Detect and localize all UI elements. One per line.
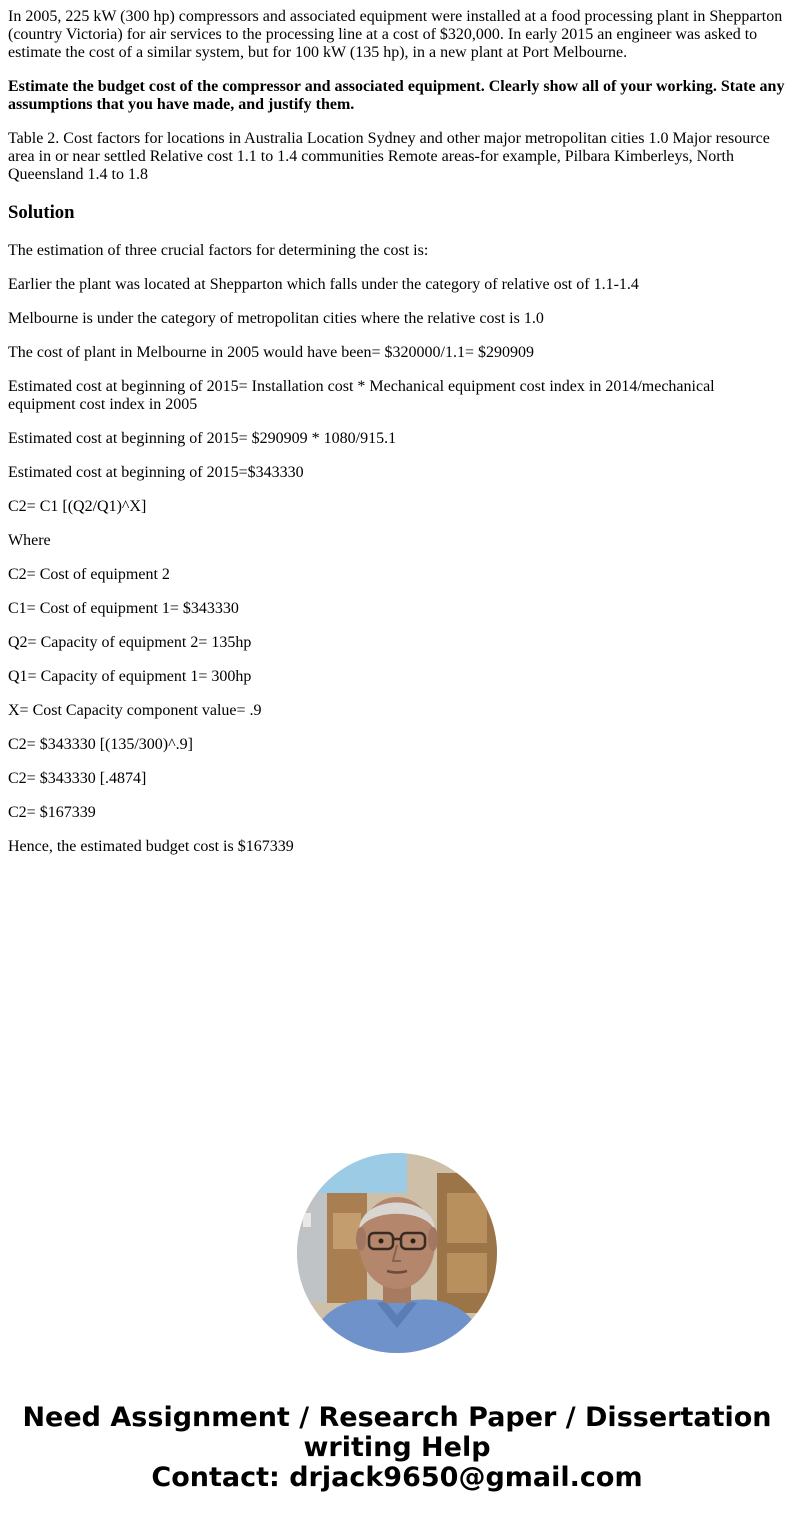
tutor-portrait-image <box>297 1153 497 1353</box>
cost-factor-table-text: Table 2. Cost factors for locations in Australia Location Sydney and other major metropolitan cities 1.0 Major resource area in or near settled Relative cost 1.1 to 1.4 communities Remote areas-for example, Pilbara Kimberleys, North Queensland 1.4 to 1.8 <box>8 130 770 183</box>
solution-line: Where <box>8 532 51 549</box>
solution-line: C2= Cost of equipment 2 <box>8 566 170 583</box>
question-intro: In 2005, 225 kW (300 hp) compressors and associated equipment were installed at a food processing plant in Shepparton (country Victoria) for air services to the processing line at a cost of $320,000. In early 2015 an engineer was asked to estimate the cost of a similar system, but for 100 kW (135 hp), in a new plant at Port Melbourne. <box>8 8 783 61</box>
solution-line: The cost of plant in Melbourne in 2005 would have been= $320000/1.1= $290909 <box>8 344 534 361</box>
solution-line: Q2= Capacity of equipment 2= 135hp <box>8 634 252 651</box>
solution-line: C1= Cost of equipment 1= $343330 <box>8 600 239 617</box>
solution-line: Estimated cost at beginning of 2015= Installation cost * Mechanical equipment cost index in 2014/mechanical equipment cost index in 2005 <box>8 378 715 413</box>
solution-line: Estimated cost at beginning of 2015=$343330 <box>8 464 304 481</box>
solution-line: C2= $167339 <box>8 804 96 821</box>
solution-line: C2= C1 [(Q2/Q1)^X] <box>8 498 147 515</box>
promo-line-1: Need Assignment / Research Paper / Dissertation <box>22 1402 772 1433</box>
solution-line: Earlier the plant was located at Shepparton which falls under the category of relative ost of 1.1-1.4 <box>8 276 639 293</box>
question-task: Estimate the budget cost of the compressor and associated equipment. Clearly show all of your working. State any assumptions that you have made, and justify them. <box>8 78 785 113</box>
solution-heading: Solution <box>8 202 75 223</box>
promo-banner <box>0 1403 794 1493</box>
solution-line: C2= $343330 [.4874] <box>8 770 147 787</box>
promo-contact: Contact: drjack9650@gmail.com <box>151 1462 643 1493</box>
solution-line: X= Cost Capacity component value= .9 <box>8 702 262 719</box>
solution-line: Estimated cost at beginning of 2015= $290909 * 1080/915.1 <box>8 430 397 447</box>
tutor-avatar <box>297 1153 497 1353</box>
document-content <box>8 8 786 872</box>
solution-line: C2= $343330 [(135/300)^.9] <box>8 736 193 753</box>
solution-line: Q1= Capacity of equipment 1= 300hp <box>8 668 252 685</box>
solution-line: The estimation of three crucial factors for determining the cost is: <box>8 242 429 259</box>
promo-line-2: writing Help <box>303 1432 491 1463</box>
solution-line: Hence, the estimated budget cost is $167339 <box>8 838 294 855</box>
solution-line: Melbourne is under the category of metropolitan cities where the relative cost is 1.0 <box>8 310 544 327</box>
